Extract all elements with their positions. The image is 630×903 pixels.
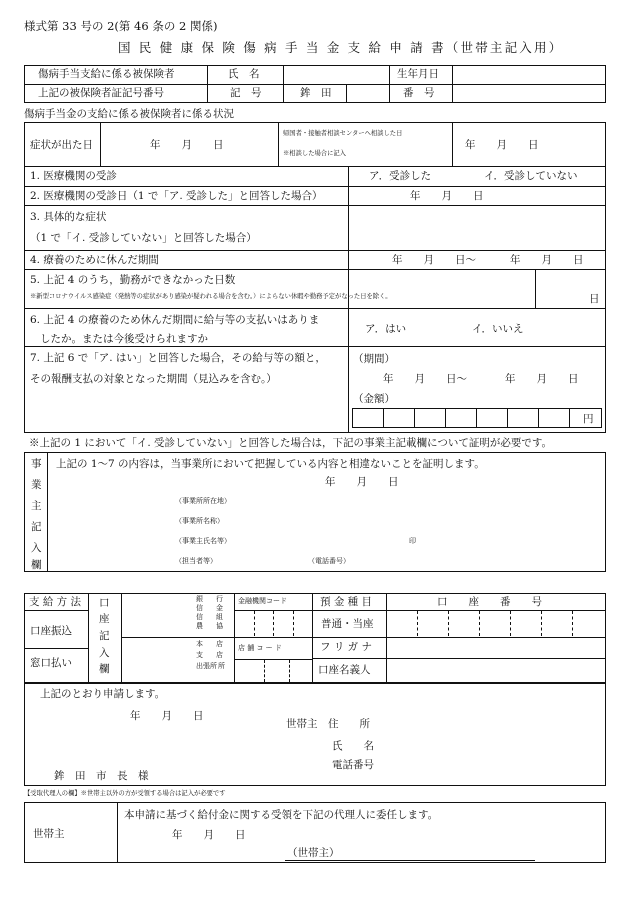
q4-period-to[interactable]: 年 月 日 xyxy=(510,254,584,266)
employer-side-char: 事 xyxy=(31,458,42,470)
q5-label: 5. 上記 4 のうち，勤務ができなかった日数 xyxy=(30,274,236,286)
branch-type-char: 支 xyxy=(196,651,203,659)
q6-option-yes[interactable]: ア．はい xyxy=(365,323,407,335)
account-number-field[interactable] xyxy=(389,612,603,635)
employer-certification: 上記の 1～7 の内容は，当事業所において把握している内容と相違ないことを証明します。 xyxy=(56,458,485,470)
proxy-date[interactable]: 年 月 日 xyxy=(172,829,246,841)
q7-period-label: （期間） xyxy=(353,353,395,365)
bank-type-char: 信 xyxy=(196,604,203,612)
birthdate-field[interactable] xyxy=(455,67,603,82)
q7-period-from[interactable]: 年 月 日～ xyxy=(383,373,467,385)
account-side-char: 記 xyxy=(99,630,110,642)
furigana-field[interactable] xyxy=(389,639,603,657)
q3-symptoms-field[interactable] xyxy=(351,208,603,248)
mayor-addressee: 鉾 田 市 長 様 xyxy=(54,770,149,782)
page-title: 国 民 健 康 保 険 傷 病 手 当 金 支 給 申 請 書（世帯主記入用） xyxy=(118,40,564,55)
city-name: 鉾 田 xyxy=(300,87,332,99)
symbol-field[interactable] xyxy=(349,86,387,101)
branch-type-char: 本 xyxy=(196,640,203,648)
branch-code-label: 店 舗 コ ー ド xyxy=(238,644,282,652)
account-holder-field[interactable] xyxy=(389,660,603,681)
employer-note: ※上記の 1 において「イ. 受診していない」と回答した場合は，下記の事業主記載欄について証明が必要です。 xyxy=(29,437,552,449)
bank-code-label: 金融機関コード xyxy=(238,597,287,605)
employer-side-char: 業 xyxy=(31,479,42,491)
q4-label: 4. 療養のために休んだ期間 xyxy=(30,254,159,266)
onset-label: 症状が出た日 xyxy=(30,139,93,151)
employer-table xyxy=(24,452,606,572)
branch-type-char: 店 xyxy=(216,651,223,659)
application-statement: 上記のとおり申請します。 xyxy=(40,688,166,700)
proxy-delegation-text: 本申請に基づく給付金に関する受領を下記の代理人に委任します。 xyxy=(124,809,439,821)
seal-mark: 印 xyxy=(409,537,416,545)
symbol-label: 記 号 xyxy=(230,87,262,99)
account-holder-label: 口座名義人 xyxy=(318,664,371,676)
employer-side-char: 入 xyxy=(31,542,42,554)
q1-option-no[interactable]: イ．受診していない xyxy=(484,170,578,182)
deposit-type-label: 預 金 種 目 xyxy=(320,596,373,608)
account-side-char: 欄 xyxy=(99,663,110,675)
q6-label-cont: したか。または今後受けられますか xyxy=(40,333,208,345)
owner-name-label: （事業主氏名等） xyxy=(175,537,231,545)
consult-note: ※相談した場合に記入 xyxy=(283,150,346,157)
number-field[interactable] xyxy=(455,86,603,101)
q4-period-from[interactable]: 年 月 日～ xyxy=(392,254,476,266)
employer-side-char: 記 xyxy=(31,521,42,533)
q7-amount-field[interactable] xyxy=(352,408,602,428)
status-section-title: 傷病手当金の支給に係る被保険者に係る状況 xyxy=(24,108,234,120)
number-label: 番 号 xyxy=(403,87,435,99)
q7-amount-label: （金額） xyxy=(353,393,395,405)
contact-person-label: （担当者等） xyxy=(175,557,217,565)
form-number: 様式第 33 号の 2(第 46 条の 2 関係) xyxy=(24,19,218,33)
proxy-note: 【受取代理人の欄】※世帯主以外の方が受領する場合は記入が必要です xyxy=(24,790,226,797)
bank-type-char: 協 xyxy=(216,622,223,630)
q2-label: 2. 医療機関の受診日（1 で「ア. 受診した」と回答した場合） xyxy=(30,190,323,202)
q5-day-unit[interactable]: 日 xyxy=(589,293,600,305)
insured-label: 傷病手当支給に係る被保険者 xyxy=(38,68,175,80)
q6-label: 6. 上記 4 の療養のため休んだ期間に給与等の支払いはありま xyxy=(30,314,320,326)
deposit-type-value[interactable]: 普通・当座 xyxy=(321,618,374,630)
account-side-char: 入 xyxy=(99,647,110,659)
q6-option-no[interactable]: イ．いいえ xyxy=(472,323,524,335)
employer-side-char: 主 xyxy=(31,500,42,512)
bank-type-char: 農 xyxy=(196,622,203,630)
householder-address-label: 世帯主 住 所 xyxy=(286,718,370,730)
householder-phone-label: 電話番号 xyxy=(332,759,374,771)
office-address-label: （事業所所在地） xyxy=(175,497,231,505)
bank-type-char: 信 xyxy=(196,613,203,621)
q7-label-cont: その報酬支払の対象となった期間（見込みを含む。） xyxy=(30,373,277,385)
proxy-householder-label: 世帯主 xyxy=(33,828,65,840)
q3-label: 3. 具体的な症状 xyxy=(30,211,107,223)
account-side-char: 座 xyxy=(99,613,110,625)
yen-unit: 円 xyxy=(583,413,594,425)
birthdate-label: 生年月日 xyxy=(397,68,439,80)
bank-transfer-option[interactable]: 口座振込 xyxy=(30,625,72,637)
proxy-sign-label: （世帯主） xyxy=(287,847,340,859)
account-side-char: 口 xyxy=(99,597,110,609)
q7-period-to[interactable]: 年 月 日 xyxy=(505,373,579,385)
application-date[interactable]: 年 月 日 xyxy=(130,710,204,722)
office-name-label: （事業所名称） xyxy=(175,517,224,525)
q2-date[interactable]: 年 月 日 xyxy=(410,190,484,202)
insurance-card-label: 上記の被保険者証記号番号 xyxy=(38,87,164,99)
q1-label: 1. 医療機関の受診 xyxy=(30,170,117,182)
phone-label: （電話番号） xyxy=(308,557,350,565)
name-field[interactable] xyxy=(286,67,386,82)
account-number-label: 口 座 番 号 xyxy=(437,596,542,608)
bank-type-char: 銀 xyxy=(196,595,203,603)
consult-label: 帰国者・接触者相談センターへ相談した日 xyxy=(283,130,403,137)
branch-type-char: 店 xyxy=(216,640,223,648)
counter-payment-option[interactable]: 窓口払い xyxy=(30,657,72,669)
name-label: 氏 名 xyxy=(228,68,260,80)
q5-note: ※新型コロナウイルス感染症（発熱等の症状があり感染が疑われる場合を含む。）によらない休暇や勤務予定がなった日を除く。 xyxy=(30,293,392,300)
furigana-label: フ リ ガ ナ xyxy=(320,641,373,653)
employer-side-char: 欄 xyxy=(31,559,42,571)
proxy-signature-line[interactable] xyxy=(285,860,535,861)
q3-condition: （1 で「イ. 受診していない」と回答した場合） xyxy=(30,232,257,244)
onset-date[interactable]: 年 月 日 xyxy=(150,139,224,151)
bank-type-char: 行 xyxy=(216,595,223,603)
householder-name-label: 氏 名 xyxy=(332,740,374,752)
branch-type-char: 所 xyxy=(218,662,225,670)
q1-option-yes[interactable]: ア．受診した xyxy=(369,170,432,182)
consult-date[interactable]: 年 月 日 xyxy=(465,139,539,151)
employer-date[interactable]: 年 月 日 xyxy=(325,476,399,488)
branch-type-char: 出張所 xyxy=(196,662,217,670)
bank-type-char: 組 xyxy=(216,613,223,621)
bank-type-char: 金 xyxy=(216,604,223,612)
q7-label: 7. 上記 6 で「ア. はい」と回答した場合，その給与等の額と， xyxy=(30,352,326,364)
payment-method-label: 支 給 方 法 xyxy=(29,596,82,608)
